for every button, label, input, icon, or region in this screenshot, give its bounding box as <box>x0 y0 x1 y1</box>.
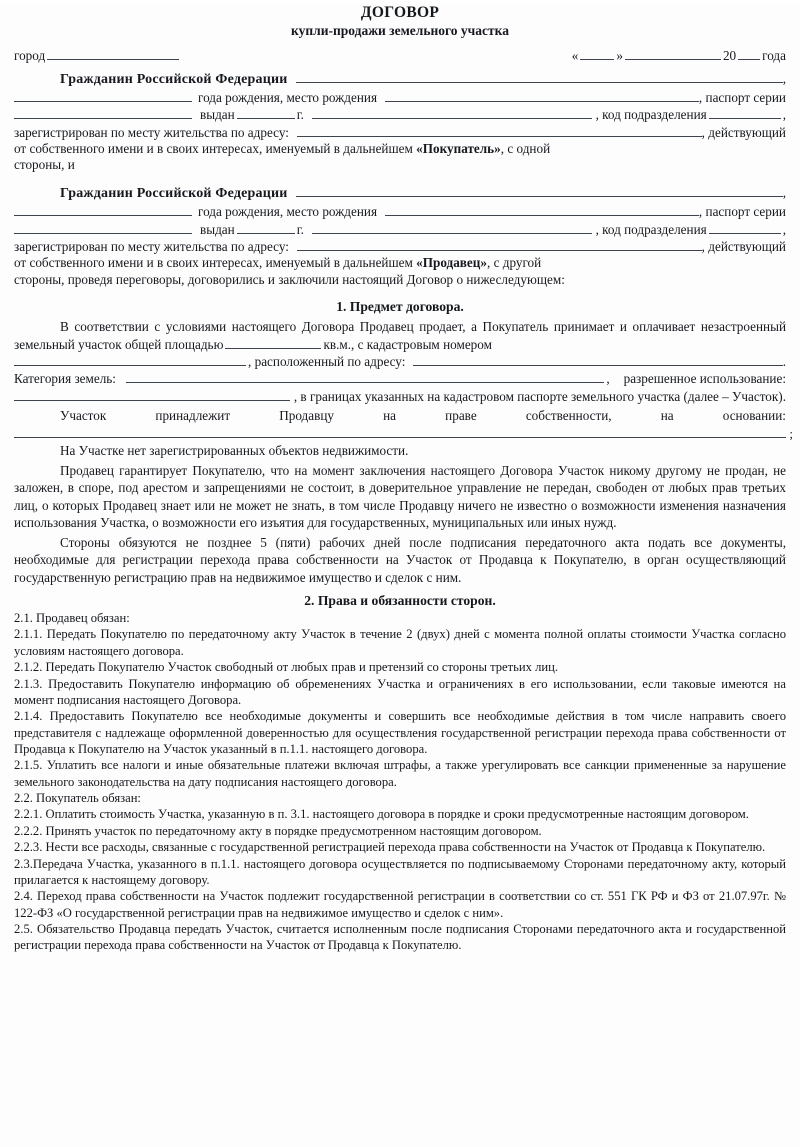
ownership-basis-semicolon: ; <box>789 426 793 442</box>
buyer-role-suffix: , с одной <box>500 140 551 156</box>
date-group <box>572 47 786 64</box>
seller-dept-comma: , <box>782 221 786 237</box>
seller-city-abbr: г. <box>296 221 304 237</box>
buyer-role-name: «Покупатель» <box>416 140 501 156</box>
ownership-word-7: основании: <box>722 407 786 423</box>
ownership-word-0: Участок <box>60 407 107 423</box>
clause-2-2-1: 2.2.1. Оплатить стоимость Участка, указанную в п. 3.1. настоящего договора в порядке и сроки предусмотренные настоящим договором. <box>14 807 749 822</box>
section-2-clause-list <box>14 610 786 954</box>
page-title: ДОГОВОР <box>360 4 440 21</box>
seller-role-name: «Продавец» <box>416 254 487 270</box>
buyer-birth-row <box>14 89 786 106</box>
clause-2-3: 2.3.Передача Участка, указанного в п.1.1. настоящего договора осуществляется по подписываемому Сторонами передаточному акту, который прилагается к настоящему договору. <box>14 856 786 887</box>
clause-2-1-5: 2.1.5. Уплатить все налоги и иные обязательные платежи включая штрафы, а также урегулировать все санкции примененные за нарушение земельного законодательства на дату подписания настоящего договора. <box>14 758 786 789</box>
permitted-use-row <box>14 388 786 405</box>
ownership-basis-input[interactable] <box>14 424 793 442</box>
registration-obligation-paragraph: Стороны обязуются не позднее 5 (пяти) рабочих дней после подписания передаточного акта подать все документы, необходимые для регистрации перехода права собственности на Участок от Продавца к Покупателю, в орган осуществляющий государственную регистрацию прав на недвижимое имущество и сделок с ним. <box>14 534 786 585</box>
city-input[interactable] <box>47 48 179 60</box>
clause-2-1-3: 2.1.3. Предоставить Покупателю информацию об обременениях Участка и ограничениях в его использовании, если таковые имеются на момент подписания настоящего Договора. <box>14 676 786 707</box>
buyer-passport-row <box>14 106 786 123</box>
seller-registration-input[interactable] <box>297 239 702 251</box>
buyer-city-abbr: г. <box>296 107 304 123</box>
buyer-issuer-input[interactable] <box>312 108 592 120</box>
land-category-input[interactable] <box>126 372 604 384</box>
seller-issuer-input[interactable] <box>312 222 592 234</box>
date-quote-close: » <box>616 47 623 63</box>
clause-2-2: 2.2. Покупатель обязан: <box>14 791 141 806</box>
buyer-dept-code-input[interactable] <box>709 108 781 120</box>
ownership-word-4: праве <box>445 407 477 423</box>
seller-birth-label: года рождения, место рождения <box>198 204 378 220</box>
permitted-use-input[interactable] <box>14 389 290 401</box>
buyer-registration-row <box>14 124 786 141</box>
seller-dept-code-input[interactable] <box>709 222 781 234</box>
no-objects-paragraph: На Участке нет зарегистрированных объектов недвижимости. <box>60 443 409 459</box>
buyer-issue-date-input[interactable] <box>237 108 295 120</box>
section-1-subject-text: В соответствии с условиями настоящего Договора Продавец продает, а Покупатель принимает и оплачивает незастроенный земельный участок общей площадью <box>14 319 786 352</box>
ownership-word-6: на <box>660 407 674 423</box>
seller-birth-row <box>14 203 786 220</box>
clause-2-5: 2.5. Обязательство Продавца передать Участок, считается исполненным после подписания Сторонами передаточного акта и государственной регистрации перехода права собственности на Участок от Продавца к Покупателю. <box>14 921 786 953</box>
buyer-side-line: стороны, и <box>14 157 75 173</box>
date-year-input[interactable] <box>738 48 760 60</box>
buyer-birthplace-input[interactable] <box>385 90 699 102</box>
clause-2-1-4: 2.1.4. Предоставить Покупателю все необходимые документы и совершить все необходимые действия в том числе направить своего представителя с надлежаще оформленной доверенностью для осуществления государственной регистрации перехода права собственности от Продавца к Покупателю на Участок указанный в п.1.1. настоящего договора. <box>14 709 786 756</box>
land-category-comma: , <box>606 371 610 387</box>
ownership-word-5: собственности, <box>525 407 612 423</box>
date-quote-open: « <box>571 47 579 63</box>
seller-passport-row <box>14 221 786 238</box>
city-label: город <box>14 47 46 63</box>
ownership-word-3: на <box>383 407 397 423</box>
buyer-role-prefix: от собственного имени и в своих интересах, именуемый в дальнейшем <box>14 140 417 156</box>
clause-2-2-2: 2.2.2. Принять участок по передаточному акту в порядке предусмотренном настоящим договором. <box>14 823 542 838</box>
seller-role-prefix: от собственного имени и в своих интересах, именуемый в дальнейшем <box>14 254 417 270</box>
section-1-heading: 1. Предмет договора. <box>336 299 464 315</box>
clause-2-2-3: 2.2.3. Нести все расходы, связанные с государственной регистрацией перехода права собственности на Участок от Продавца к Покупателю. <box>14 840 766 855</box>
clause-2-1-1: 2.1.1. Передать Покупателю по передаточному акту Участок в течение 2 (двух) дней с момента полной оплаты стоимости Участка согласно условиям настоящего договора. <box>14 627 786 658</box>
address-period: . <box>782 354 786 370</box>
seller-issue-date-input[interactable] <box>237 222 295 234</box>
seller-role-line <box>14 255 786 272</box>
seller-role-suffix: , с другой <box>486 254 542 270</box>
date-day-input[interactable] <box>580 48 614 60</box>
seller-acting-label: , действующий <box>701 238 786 254</box>
buyer-birthdate-input[interactable] <box>14 90 192 102</box>
seller-dept-code-label: , код подразделения <box>595 221 707 237</box>
buyer-dept-comma: , <box>782 107 786 123</box>
ownership-word-1: принадлежит <box>155 407 231 423</box>
buyer-passport-series-label: , паспорт серии <box>698 90 786 106</box>
buyer-role-line <box>14 141 786 158</box>
permitted-use-label: разрешенное использование: <box>623 371 786 387</box>
date-year-suffix: года <box>762 47 786 63</box>
ownership-basis-row <box>14 407 786 424</box>
seller-citizen-row <box>14 184 786 203</box>
section-1-subject-paragraph <box>14 318 786 353</box>
guarantee-paragraph: Продавец гарантирует Покупателю, что на момент заключения настоящего Договора Участок никому другому не продан, не заложен, в споре, под арестом и запрещениями не состоит, в доверительное управление не передан, свободен от любых прав третьих лиц, о которых Продавец знает или не может не знать, в том числе Продавцу ничего не известно о возможности изменения назначения использования Участка, о возможности его изъятия для государственных, муниципальных или иных нужд. <box>14 462 786 531</box>
buyer-issued-label: выдан <box>200 107 235 123</box>
area-input[interactable] <box>225 337 321 349</box>
seller-birthdate-input[interactable] <box>14 205 192 217</box>
seller-registration-row <box>14 238 786 255</box>
buyer-registered-label: зарегистрирован по месту жительства по адресу: <box>14 124 289 140</box>
seller-registered-label: зарегистрирован по месту жительства по адресу: <box>14 238 289 254</box>
clause-2-1-2: 2.1.2. Передать Покупателю Участок свободный от любых прав и претензий со стороны третьих лиц. <box>14 660 558 675</box>
seller-birthplace-input[interactable] <box>385 205 699 217</box>
land-category-label: Категория земель: <box>14 371 116 387</box>
borders-text: , в границах указанных на кадастровом паспорте земельного участка (далее – Участок). <box>293 388 786 404</box>
clause-2-1: 2.1. Продавец обязан: <box>14 611 130 626</box>
seller-side-line: стороны, проведя переговоры, договорились и заключили настоящий Договор о нижеследующем: <box>14 271 565 287</box>
buyer-fullname-comma: , <box>782 71 786 87</box>
document-page <box>0 4 800 1147</box>
buyer-dept-code-label: , код подразделения <box>595 107 707 123</box>
clause-2-4: 2.4. Переход права собственности на Участок подлежит государственной регистрации в соответствии со ст. 551 ГК РФ и ФЗ от 21.07.97г. № 122-ФЗ «О государственной регистрации прав на недвижимое имущество и сделок с ним». <box>14 889 786 920</box>
buyer-birth-label: года рождения, место рождения <box>198 90 378 106</box>
buyer-registration-input[interactable] <box>297 125 702 137</box>
buyer-acting-label: , действующий <box>701 124 786 140</box>
buyer-fullname-input[interactable] <box>296 71 783 83</box>
cadastral-address-row <box>14 353 786 370</box>
seller-passport-number-input[interactable] <box>14 222 192 234</box>
located-at-label: , расположенный по адресу: <box>248 354 406 370</box>
section-1-units-text: кв.м., с кадастровым номером <box>323 336 492 352</box>
ownership-word-2: Продавцу <box>279 407 334 423</box>
seller-issued-label: выдан <box>200 221 235 237</box>
land-category-row <box>14 370 786 387</box>
city-date-row <box>14 47 786 64</box>
buyer-citizen-heading: Гражданин Российской Федерации <box>60 72 288 88</box>
seller-passport-series-label: , паспорт серии <box>698 204 786 220</box>
seller-citizen-heading: Гражданин Российской Федерации <box>60 186 288 202</box>
date-month-input[interactable] <box>625 48 721 60</box>
address-input[interactable] <box>413 354 782 366</box>
page-subtitle: купли-продажи земельного участка <box>291 22 509 38</box>
buyer-passport-number-input[interactable] <box>14 108 192 120</box>
date-year-prefix: 20 <box>722 47 737 63</box>
section-2-heading: 2. Права и обязанности сторон. <box>304 593 496 609</box>
seller-fullname-comma: , <box>782 185 786 201</box>
buyer-citizen-row <box>14 70 786 89</box>
cadastral-number-input[interactable] <box>14 354 246 366</box>
seller-fullname-input[interactable] <box>296 185 783 197</box>
